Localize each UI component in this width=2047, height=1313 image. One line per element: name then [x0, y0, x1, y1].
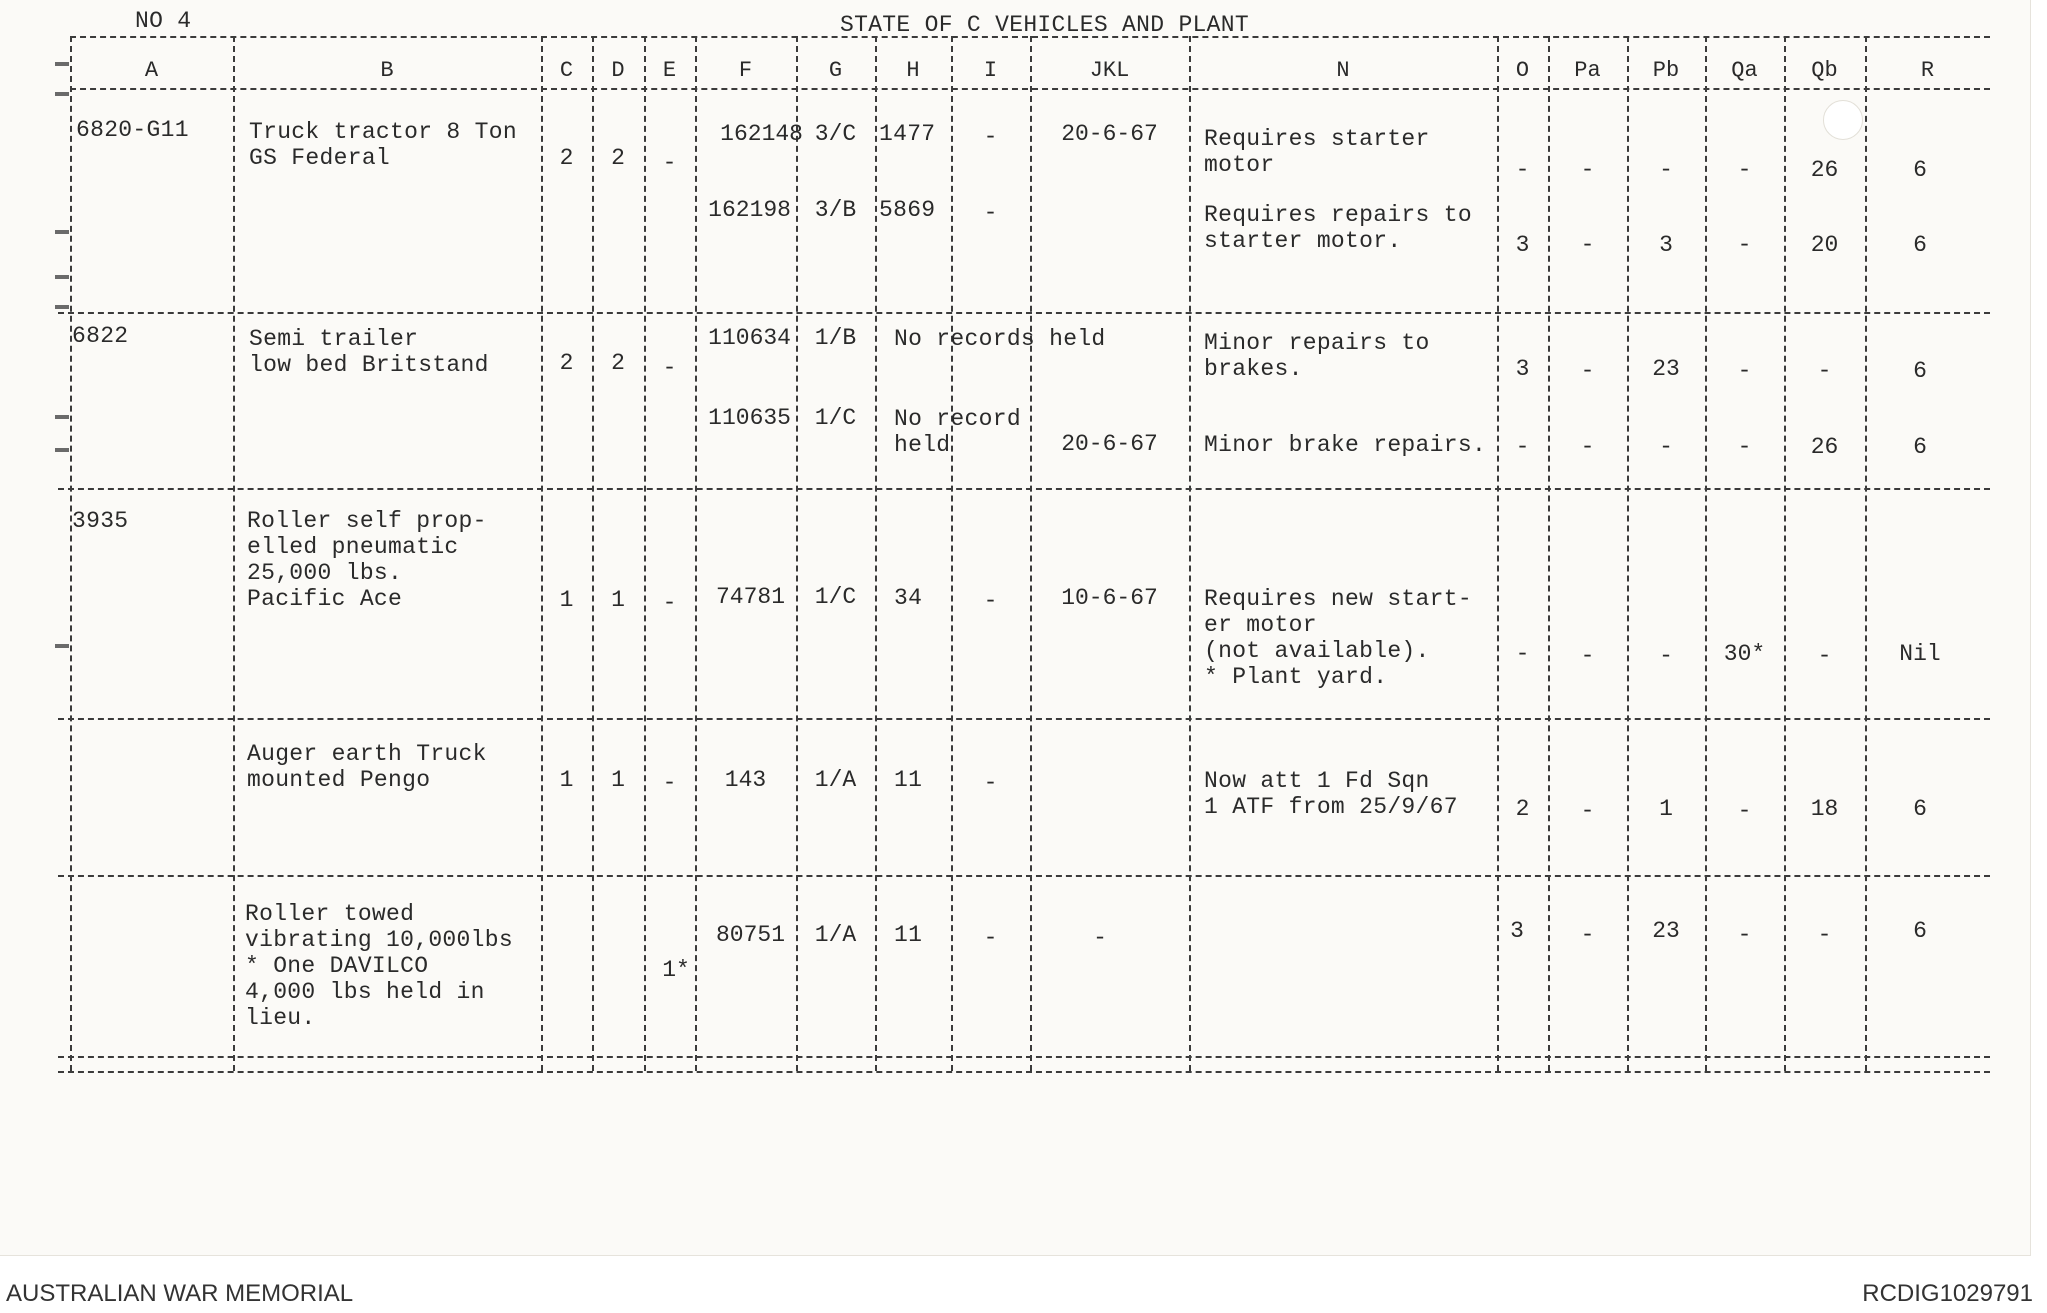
row-separator — [58, 875, 1990, 877]
cell-g: 1/B — [814, 325, 857, 351]
cell-g: 3/C — [814, 121, 857, 147]
column-header-b: B — [380, 58, 394, 83]
cell-b: Truck tractor 8 Ton GS Federal — [249, 119, 517, 171]
cell-i: - — [983, 770, 998, 796]
cell-g: 3/B — [814, 197, 857, 223]
column-header-o: O — [1515, 58, 1530, 83]
cell-b: Roller towed vibrating 10,000lbs * One DAVILCO 4,000 lbs held in lieu. — [245, 901, 513, 1031]
column-header-e: E — [662, 58, 677, 83]
column-header-qa: Qa — [1731, 58, 1758, 83]
cell-pb: 3 — [1659, 232, 1673, 258]
cell-h: 34 — [894, 585, 923, 611]
cell-qa: - — [1737, 157, 1752, 183]
cell-i: - — [983, 124, 998, 150]
cell-e: - — [662, 355, 677, 381]
cell-c: 1 — [559, 587, 574, 613]
cell-o: 2 — [1515, 796, 1530, 822]
cell-pb: 23 — [1652, 918, 1680, 944]
cell-o: - — [1515, 641, 1530, 667]
cell-h: No records held — [894, 326, 1106, 352]
cell-r: 6 — [1913, 796, 1927, 822]
cell-n: Minor brake repairs. — [1204, 432, 1487, 458]
cell-e: - — [662, 590, 677, 616]
cell-qb: 26 — [1810, 434, 1839, 460]
cell-jkl: 10-6-67 — [1061, 585, 1158, 611]
cell-jkl: 20-6-67 — [1061, 121, 1158, 147]
cell-pa: - — [1580, 434, 1595, 460]
cell-b: Semi trailer low bed Britstand — [249, 326, 489, 378]
cell-d: 2 — [611, 350, 625, 376]
cell-e: 1* — [662, 957, 690, 983]
cell-c: 2 — [559, 350, 574, 376]
cell-qa: - — [1737, 232, 1752, 258]
column-header-n: N — [1336, 58, 1350, 83]
cell-pa: - — [1580, 798, 1595, 824]
column-rule — [1189, 36, 1191, 1071]
column-rule — [1705, 36, 1707, 1071]
cell-d: 2 — [611, 145, 625, 171]
cell-pb: 1 — [1659, 796, 1673, 822]
column-header-pb: Pb — [1652, 58, 1680, 83]
column-header-jkl: JKL — [1089, 58, 1130, 83]
cell-h: 11 — [894, 922, 923, 948]
cell-i: - — [983, 925, 998, 951]
column-header-g: G — [828, 58, 843, 83]
cell-qb: - — [1817, 643, 1832, 669]
archive-reference-id: RCDIG1029791 — [1862, 1280, 2033, 1307]
cell-pb: 23 — [1652, 356, 1680, 382]
cell-qa: - — [1737, 922, 1752, 948]
column-header-d: D — [611, 58, 625, 83]
column-rule — [951, 36, 953, 1071]
cell-qb: 20 — [1810, 232, 1839, 258]
cell-h: 5869 — [879, 197, 936, 223]
cell-n: Now att 1 Fd Sqn 1 ATF from 25/9/67 — [1204, 768, 1458, 820]
cell-c: 1 — [559, 767, 574, 793]
cell-r: 6 — [1913, 232, 1927, 258]
cell-qb: - — [1817, 922, 1832, 948]
cell-c: 2 — [559, 145, 574, 171]
cell-i: - — [983, 588, 998, 614]
cell-g: 1/A — [814, 767, 857, 793]
cell-n: Requires new start- er motor (not available). * Plant yard. — [1204, 586, 1472, 690]
cell-pb: - — [1659, 643, 1673, 669]
cell-o: 3 — [1510, 918, 1524, 944]
cell-n: Minor repairs to brakes. — [1204, 330, 1430, 382]
margin-mark — [55, 230, 69, 234]
column-header-pa: Pa — [1574, 58, 1601, 83]
cell-d: 1 — [611, 767, 625, 793]
column-header-i: I — [983, 58, 998, 83]
cell-qb: 18 — [1810, 796, 1839, 822]
cell-pb: - — [1659, 434, 1673, 460]
cell-a: 3935 — [72, 508, 129, 534]
cell-f: 74781 — [715, 584, 785, 610]
page-number: NO 4 — [135, 8, 192, 34]
cell-g: 1/C — [814, 584, 857, 610]
cell-d: 1 — [611, 587, 625, 613]
archive-footer — [0, 1256, 2047, 1313]
column-rule — [644, 36, 646, 1071]
cell-o: 3 — [1515, 232, 1530, 258]
cell-jkl: 20-6-67 — [1061, 431, 1158, 457]
cell-e: - — [662, 770, 677, 796]
cell-h: 11 — [894, 767, 923, 793]
cell-r: Nil — [1899, 641, 1941, 667]
cell-e: - — [662, 150, 677, 176]
column-header-qb: Qb — [1811, 58, 1838, 83]
column-rule — [1497, 36, 1499, 1071]
cell-pa: - — [1580, 157, 1595, 183]
column-rule — [1030, 36, 1032, 1071]
cell-jkl: - — [1093, 925, 1107, 951]
row-separator — [58, 488, 1990, 490]
cell-g: 1/C — [814, 405, 857, 431]
cell-f: 80751 — [715, 922, 785, 948]
column-rule — [70, 36, 72, 1071]
cell-f: 162148 — [720, 121, 803, 147]
cell-b: Roller self prop- elled pneumatic 25,000 lbs. Pacific Ace — [247, 508, 487, 612]
cell-pa: - — [1580, 232, 1595, 258]
cell-pb: - — [1659, 157, 1673, 183]
cell-i: - — [983, 200, 998, 226]
margin-mark — [55, 275, 69, 279]
cell-r: 6 — [1913, 434, 1927, 460]
table-bottom-rule — [58, 1071, 1990, 1073]
margin-mark — [55, 415, 69, 419]
column-rule — [695, 36, 697, 1071]
cell-a: 6822 — [72, 323, 129, 349]
cell-n: Requires starter motor — [1204, 126, 1430, 178]
column-header-f: F — [738, 58, 753, 83]
cell-a: 6820-G11 — [76, 117, 189, 143]
cell-qb: - — [1817, 358, 1832, 384]
archive-caption: AUSTRALIAN WAR MEMORIAL — [6, 1280, 354, 1307]
cell-pa: - — [1580, 643, 1595, 669]
margin-mark — [55, 305, 69, 309]
row-separator — [58, 312, 1990, 314]
column-rule — [796, 36, 798, 1071]
column-rule — [875, 36, 877, 1071]
column-header-c: C — [559, 58, 574, 83]
column-rule — [541, 36, 543, 1071]
cell-h: No record held — [894, 406, 1021, 458]
cell-f: 162198 — [708, 197, 791, 223]
column-rule — [233, 36, 235, 1071]
column-rule — [1784, 36, 1786, 1071]
cell-h: 1477 — [879, 121, 936, 147]
cell-r: 6 — [1913, 157, 1927, 183]
column-header-a: A — [144, 58, 159, 83]
column-rule — [1548, 36, 1550, 1071]
cell-qb: 26 — [1810, 157, 1839, 183]
column-rule — [1627, 36, 1629, 1071]
cell-o: - — [1515, 434, 1530, 460]
cell-f: 110634 — [708, 325, 791, 351]
margin-mark — [55, 92, 69, 96]
document-title: STATE OF C VEHICLES AND PLANT — [840, 12, 1249, 38]
column-header-r: R — [1920, 58, 1935, 83]
cell-r: 6 — [1913, 918, 1927, 944]
margin-mark — [55, 62, 69, 66]
margin-mark — [55, 644, 69, 648]
punch-hole — [1823, 100, 1863, 140]
column-rule — [592, 36, 594, 1071]
row-separator — [58, 1056, 1990, 1058]
cell-qa: - — [1737, 798, 1752, 824]
cell-o: 3 — [1515, 356, 1530, 382]
cell-f: 110635 — [708, 405, 791, 431]
cell-qa: - — [1737, 434, 1752, 460]
cell-pa: - — [1580, 922, 1595, 948]
cell-o: - — [1515, 157, 1530, 183]
cell-g: 1/A — [814, 922, 857, 948]
row-separator — [58, 718, 1990, 720]
cell-qa: 30* — [1723, 641, 1766, 667]
column-rule — [1865, 36, 1867, 1071]
cell-r: 6 — [1913, 358, 1927, 384]
margin-mark — [55, 448, 69, 452]
cell-pa: - — [1580, 358, 1595, 384]
cell-b: Auger earth Truck mounted Pengo — [247, 741, 487, 793]
cell-f: 143 — [724, 767, 767, 793]
column-header-h: H — [906, 58, 920, 83]
cell-qa: - — [1737, 358, 1752, 384]
cell-n: Requires repairs to starter motor. — [1204, 202, 1472, 254]
